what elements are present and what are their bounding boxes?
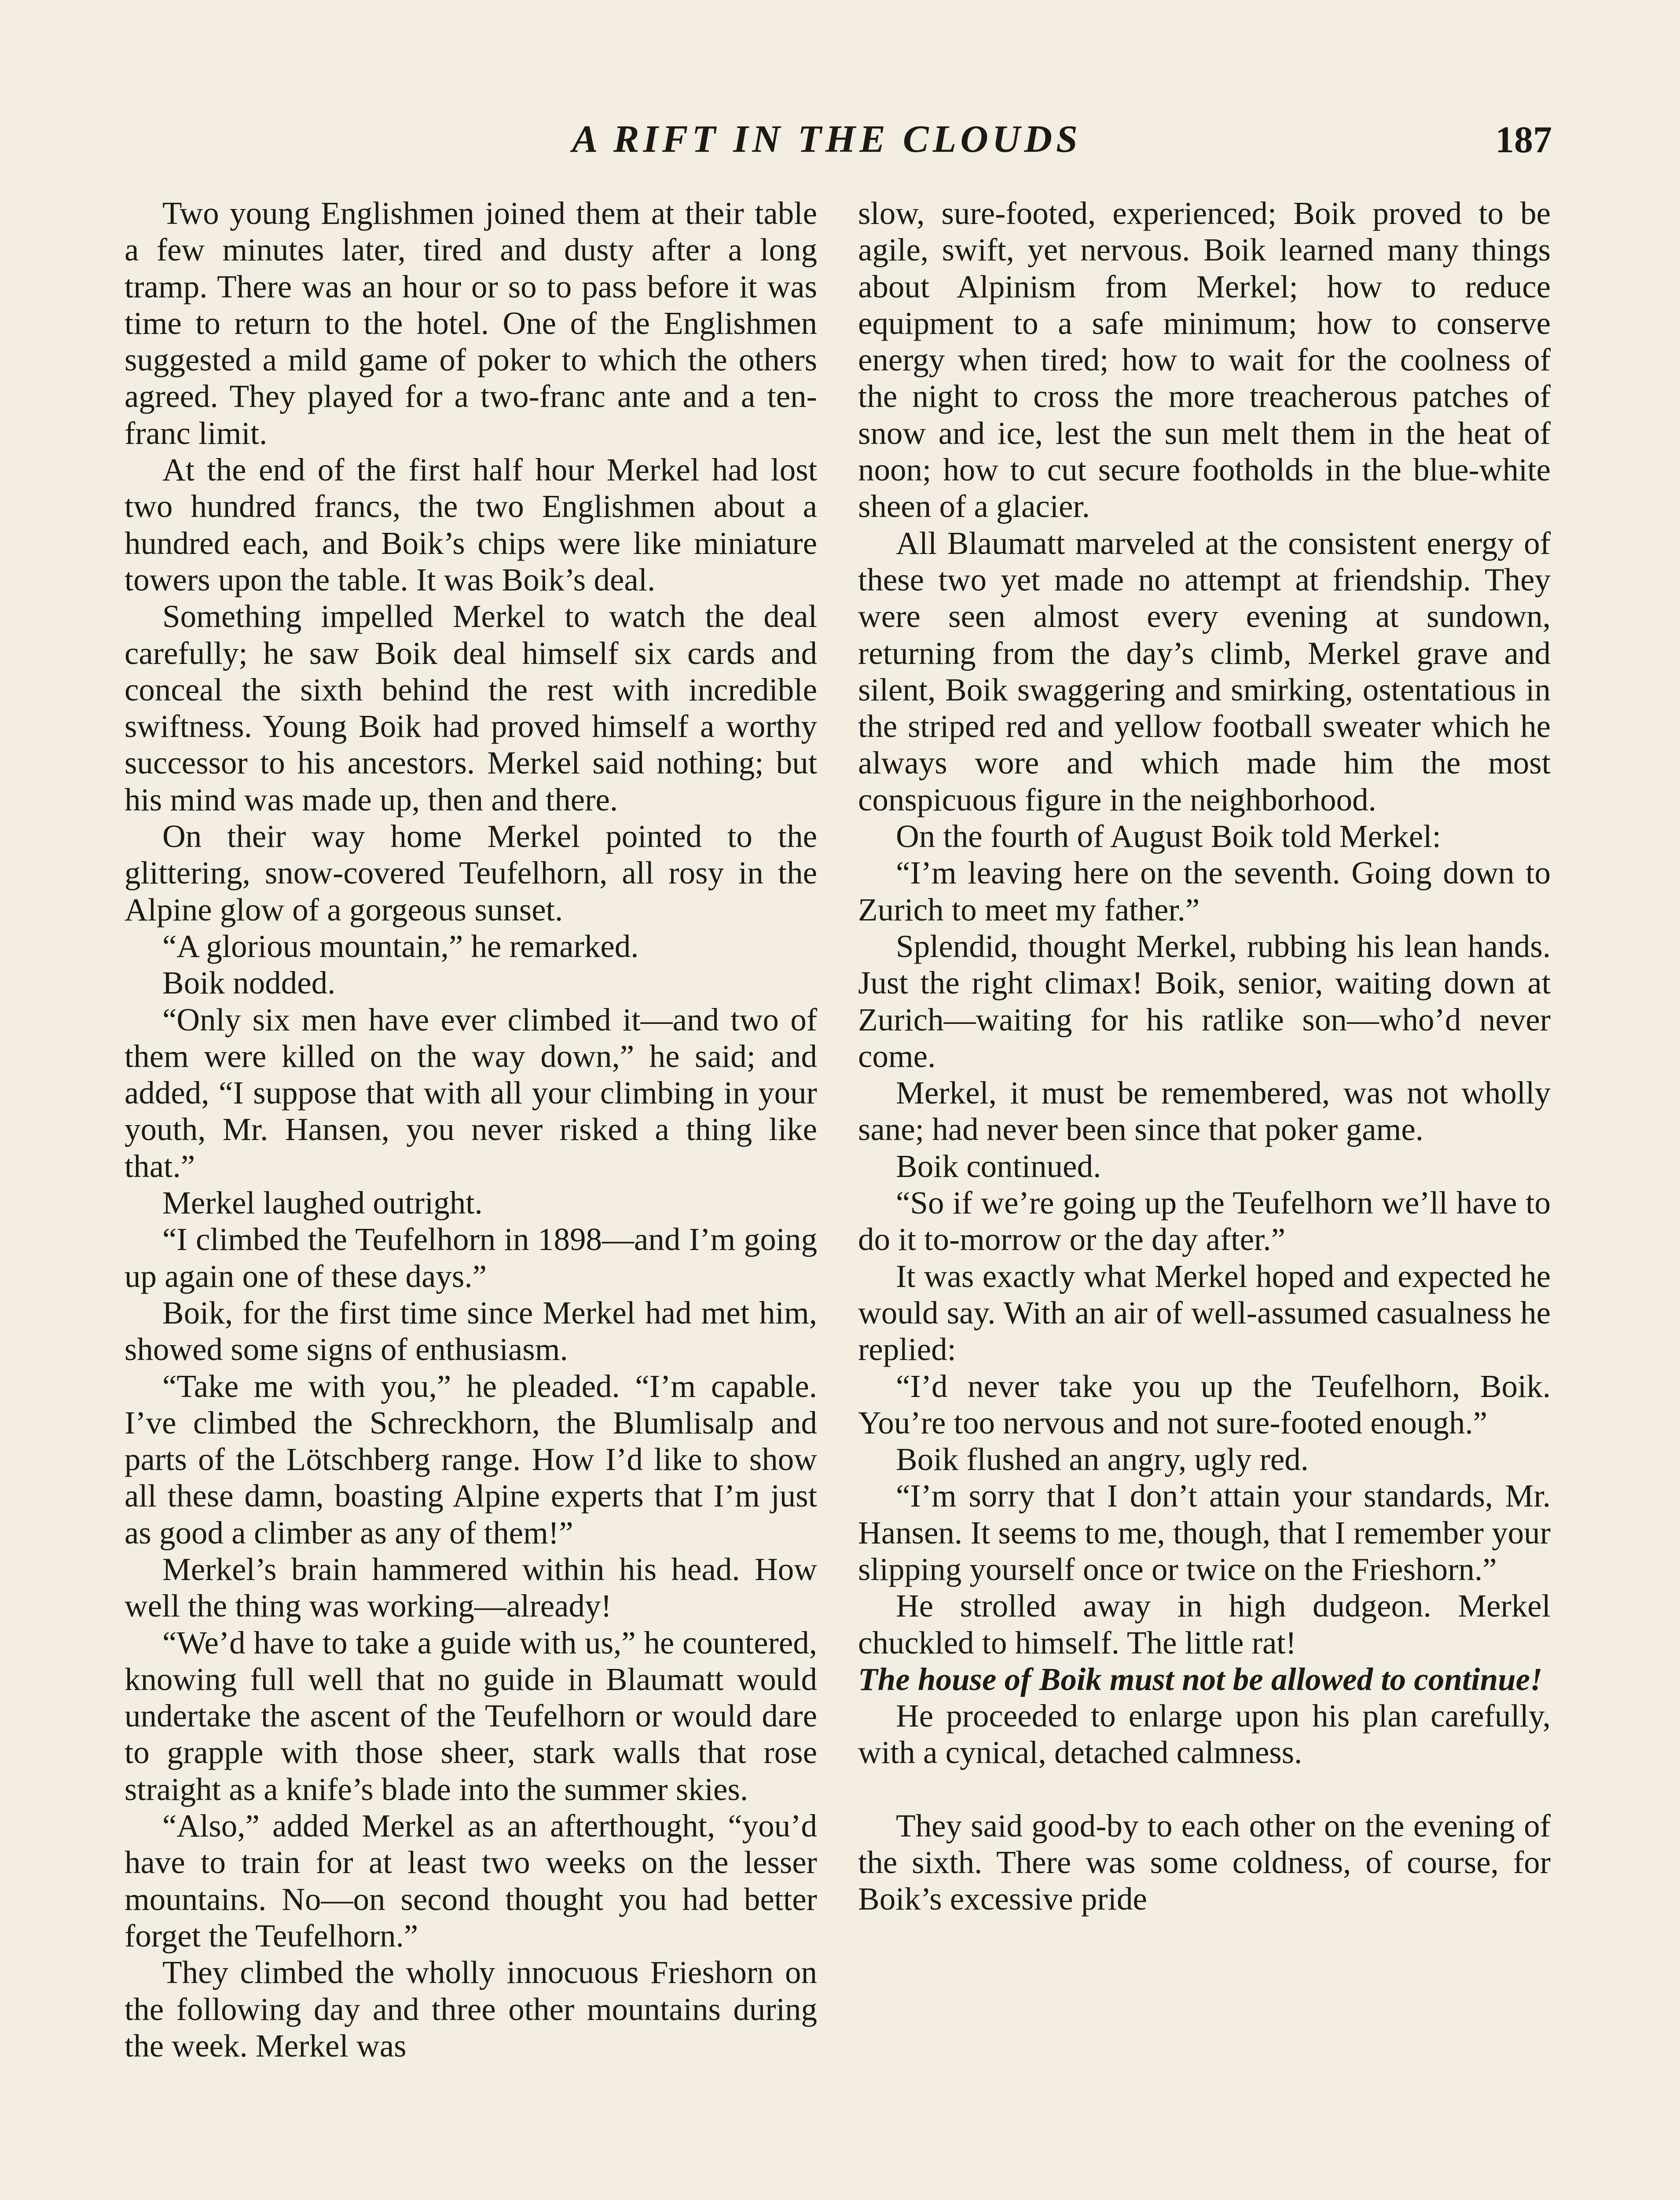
page-header — [0, 115, 1680, 168]
italic-paragraph: The house of Boik must not be allowed to continue! — [858, 1661, 1543, 1697]
paragraph-continued: slow, sure-footed, experienced; Boik proved to be agile, swift, yet nervous. Boik learned many things about Alpinism from Merkel; how to reduce equipment to a safe minimum; how to conserve energy when tired; how to wait for the coolness of the night to cross the more treacherous patches of snow and ice, lest the sun melt them in the heat of noon; how to cut secure footholds in the blue-white sheen of a glacier. — [858, 195, 1551, 524]
paragraph: At the end of the first half hour Merkel had lost two hundred francs, the two Englishmen about a hundred each, and Boik’s chips were like miniature towers upon the table. It was Boik’s deal. — [125, 452, 817, 598]
paragraph: All Blaumatt marveled at the consistent energy of these two yet made no attempt at friendship. They were seen almost every evening at sundown, returning from the day’s climb, Merkel grave and silent, Boik swaggering and smirking, ostentatious in the striped red and yellow football sweater which he always wore and which made him the most conspicuous figure in the neighborhood. — [858, 525, 1551, 818]
paragraph: “Also,” added Merkel as an afterthought, “you’d have to train for at least two weeks on the lesser mountains. No—on second thought you had better forget the Teufelhorn.” — [125, 1808, 817, 1954]
running-title: A RIFT IN THE CLOUDS — [572, 118, 1082, 161]
paragraph: Merkel laughed outright. — [162, 1185, 483, 1221]
paragraph: They said good-by to each other on the evening of the sixth. There was some coldness, of course, for Boik’s excessive pride — [858, 1808, 1551, 1917]
paragraph: “I climbed the Teufelhorn in 1898—and I’m going up again one of these days.” — [125, 1221, 817, 1294]
paragraph: “Only six men have ever climbed it—and two of them were killed on the way down,” he said; and added, “I suppose that with all your climbing in your youth, Mr. Hansen, you never risked a thing like that.” — [125, 1001, 817, 1184]
page-number: 187 — [1495, 118, 1552, 161]
paragraph: Merkel’s brain hammered within his head. How well the thing was working—already! — [125, 1551, 817, 1624]
paragraph: Splendid, thought Merkel, rubbing his lean hands. Just the right climax! Boik, senior, waiting down at Zurich—waiting for his ratlike son—who’d never come. — [858, 928, 1551, 1074]
paragraph: Boik, for the first time since Merkel had met him, showed some signs of enthusiasm. — [125, 1294, 817, 1368]
paragraph: “I’m leaving here on the seventh. Going down to Zurich to meet my father.” — [858, 855, 1551, 928]
paragraph: Boik continued. — [896, 1148, 1101, 1184]
paragraph: On their way home Merkel pointed to the glittering, snow-covered Teufelhorn, all rosy in the Alpine glow of a gorgeous sunset. — [125, 818, 817, 928]
left-column — [125, 195, 817, 2064]
paragraph: On the fourth of August Boik told Merkel: — [896, 818, 1441, 854]
paragraph: “Take me with you,” he pleaded. “I’m capable. I’ve climbed the Schreckhorn, the Blumlisalp and parts of the Lötschberg range. How I’d like to show all these damn, boasting Alpine experts that I’m just as good a climber as any of them!” — [125, 1368, 817, 1551]
paragraph: “So if we’re going up the Teufelhorn we’ll have to do it to-morrow or the day after.” — [858, 1185, 1551, 1258]
paragraph: “I’m sorry that I don’t attain your standards, Mr. Hansen. It seems to me, though, that I remember your slipping yourself once or twice on the Frieshorn.” — [858, 1478, 1551, 1587]
paragraph: “We’d have to take a guide with us,” he countered, knowing full well that no guide in Blaumatt would undertake the ascent of the Teufelhorn or would dare to grapple with those sheer, stark walls that rose straight as a knife’s blade into the summer skies. — [125, 1624, 817, 1807]
paragraph: “I’d never take you up the Teufelhorn, Boik. You’re too nervous and not sure-footed enough.” — [858, 1368, 1551, 1441]
right-column — [858, 195, 1551, 1918]
paragraph: Something impelled Merkel to watch the deal carefully; he saw Boik deal himself six cards and conceal the sixth behind the rest with incredible swiftness. Young Boik had proved himself a worthy successor to his ancestors. Merkel said nothing; but his mind was made up, then and there. — [125, 598, 817, 818]
paragraph: Boik nodded. — [162, 965, 336, 1001]
paragraph: They climbed the wholly innocuous Frieshorn on the following day and three other mountains during the week. Merkel was — [125, 1954, 817, 2064]
paragraph: “A glorious mountain,” he remarked. — [162, 928, 639, 964]
paragraph: Merkel, it must be remembered, was not wholly sane; had never been since that poker game. — [858, 1075, 1551, 1148]
paragraph: He proceeded to enlarge upon his plan carefully, with a cynical, detached calmness. — [858, 1698, 1551, 1771]
paragraph: He strolled away in high dudgeon. Merkel chuckled to himself. The little rat! — [858, 1588, 1551, 1661]
paragraph: Boik flushed an angry, ugly red. — [896, 1441, 1309, 1478]
paragraph: Two young Englishmen joined them at their table a few minutes later, tired and dusty after a long tramp. There was an hour or so to pass before it was time to return to the hotel. One of the Englishmen suggested a mild game of poker to which the others agreed. They played for a two-franc ante and a ten-franc limit. — [125, 195, 817, 451]
paragraph: It was exactly what Merkel hoped and expected he would say. With an air of well-assumed casualness he replied: — [858, 1258, 1551, 1368]
